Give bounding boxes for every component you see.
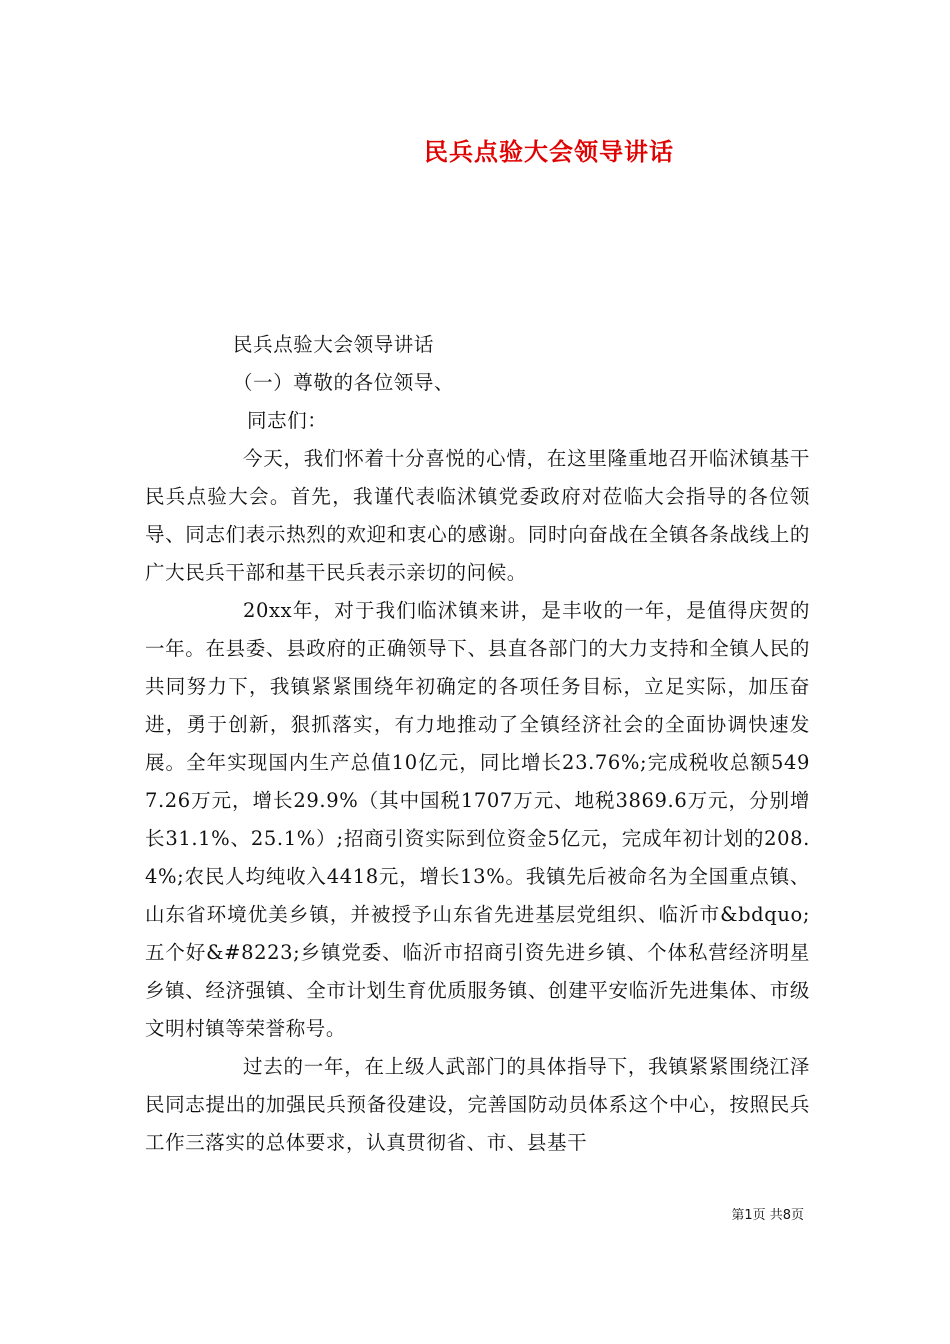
paragraph-1: 今天，我们怀着十分喜悦的心情，在这里隆重地召开临沭镇基干民兵点验大会。首先，我谨代表临沭镇党委政府对莅临大会指导的各位领导、同志们表示热烈的欢迎和衷心的感谢。同时向奋战在全镇各条战线上的广大民兵干部和基干民兵表示亲切的问候。 bbox=[145, 447, 810, 584]
paragraph-3: 过去的一年，在上级人武部门的具体指导下，我镇紧紧围绕江泽民同志提出的加强民兵预备役建设，完善国防动员体系这个中心，按照民兵工作三落实的总体要求，认真贯彻省、市、县基干 bbox=[145, 1055, 810, 1154]
document-title: 民兵点验大会领导讲话 bbox=[424, 138, 674, 166]
salutation-line-2: 同志们： bbox=[247, 409, 328, 432]
document-body bbox=[145, 326, 810, 1162]
page-footer: 第1页 共8页 bbox=[731, 1208, 804, 1223]
paragraph-2: 20xx年，对于我们临沭镇来讲，是丰收的一年，是值得庆贺的一年。在县委、县政府的正确领导下、县直各部门的大力支持和全镇人民的共同努力下，我镇紧紧围绕年初确定的各项任务目标，立足实际，加压奋进，勇于创新，狠抓落实，有力地推动了全镇经济社会的全面协调快速发展。全年实现国内生产总值10亿元，同比增长23.76%;完成税收总额5497.26万元，增长29.9%（其中国税1707万元、地税3869.6万元，分别增长31.1%、25.1%）;招商引资实际到位资金5亿元，完成年初计划的208.4%;农民人均纯收入4418元，增长13%。我镇先后被命名为全国重点镇、山东省环境优美乡镇，并被授予山东省先进基层党组织、临沂市&bdquo;五个好&#8223;乡镇党委、临沂市招商引资先进乡镇、个体私营经济明星乡镇、经济强镇、全市计划生育优质服务镇、创建平安临沂先进集体、市级文明村镇等荣誉称号。 bbox=[145, 599, 810, 1040]
salutation-line-1: （一）尊敬的各位领导、 bbox=[233, 371, 455, 394]
subtitle: 民兵点验大会领导讲话 bbox=[233, 333, 435, 356]
